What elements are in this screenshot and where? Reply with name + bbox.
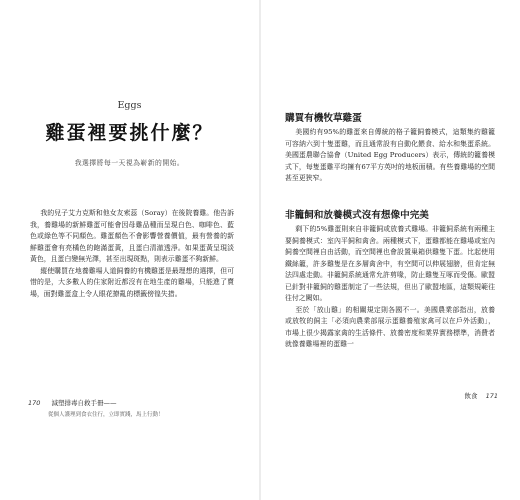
running-subtitle-left: 從個人護理到食衣住行，立即實踐，馬上行動！ <box>48 412 164 418</box>
running-title-left: 減塑排毒自救手冊—— <box>51 399 117 407</box>
left-paragraph-2: 縱使購買在地養雞場人道飼養的有機雞蛋是最理想的選擇，但可惜的是，大多數人的住家附近都沒有在地生產的雞場，只能進了賣場，面對雞蛋盒上令人眼花撩亂的標籤傍徨失措。 <box>30 266 234 298</box>
left-footer <box>28 390 164 418</box>
left-body <box>30 208 234 300</box>
section-heading-organic-eggs: 購買有機牧草雞蛋 <box>285 113 362 124</box>
chapter-kicker: Eggs <box>117 100 142 111</box>
left-page <box>0 0 259 500</box>
section1-body <box>285 127 495 185</box>
right-footer <box>465 391 499 400</box>
epigraph: 我選擇將每一天視為嶄新的開始。 <box>74 159 185 167</box>
section2-body <box>285 224 495 351</box>
running-title-right: 飲食 <box>464 392 478 400</box>
page-number-right: 171 <box>485 392 498 400</box>
chapter-title: 雞蛋裡要挑什麼？ <box>45 122 214 144</box>
section2-paragraph-2: 至於「放山雞」的相關規定則各國不一。美國農業部指出，放養或放牧的飼主「必須向農業部展示蛋雞養殖家禽可以在戶外活動」，市場上很少揭露家禽的生活條件、放養密度和業界實務標準，消費者就像養雞場裡的蛋雞一 <box>285 305 495 348</box>
right-page <box>261 0 520 500</box>
section-heading-cage-free: 非籠飼和放養模式沒有想像中完美 <box>285 210 429 221</box>
section2-paragraph-1: 剩下的5%雞蛋則來自非籠飼或放養式雞場。非籠飼系統有兩種主要飼養模式：室內平飼和禽舍。兩種模式下，蛋雞都能在雞場或室內飼養空間裡自由活動，而空間裡也會設置巢箱供雞隻下蛋。比起使用鐵絲籠，許多雞隻是在多層禽舍中，有空間可以伸展翅膀，但肯定無法四處走動。非籠飼系統通常允許剪喙，防止雞隻互啄而受傷。歐盟已針對非籠飼的雞蛋制定了一些法規，但出了歐盟地區，這類規範往往付之闕如。 <box>285 225 495 302</box>
page-number-left: 170 <box>28 399 41 407</box>
section1-paragraph-1: 美國約有95%的雞蛋來自傳統的格子籠飼養模式，這類集約雞籠可容納六到十隻蛋雞，而且通常設有自動化餵食、給水和集蛋系統。美國蛋農聯合協會（United Egg Producers）表示，傳統的籠養模式下，每隻蛋雞平均擁有67平方英吋的地板面積。有些養雞場的空間甚至更狹窄。 <box>285 128 495 182</box>
left-paragraph-1: 我的兒子艾力克斯和他女友索蕊（Soray）在後院養雞。他告訴我，養雞場的新鮮雞蛋可能會因母雞品種而呈現白色、咖啡色、藍色或綠色等不同顏色。雞蛋顏色不會影響營養價值，最有營養的新鮮雞蛋會有亮橘色的飽滿蛋黃，且蛋白清澈透淨。如果蛋黃呈現淡黃色，且蛋白變無光澤，甚至出現斑點，則表示雞蛋不夠新鮮。 <box>30 209 234 263</box>
